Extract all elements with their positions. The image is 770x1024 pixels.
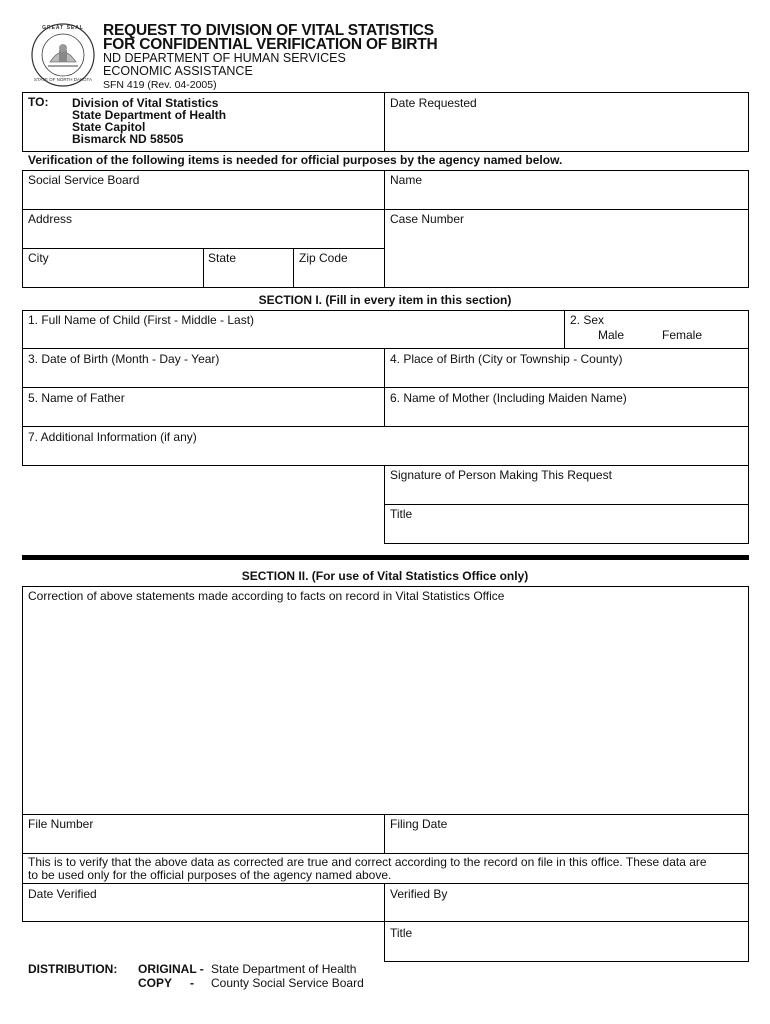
mother-name-field[interactable]: 6. Name of Mother (Including Maiden Name) — [390, 391, 627, 405]
place-of-birth-field[interactable]: 4. Place of Birth (City or Township - County) — [390, 352, 623, 366]
verification-statement-line2: to be used only for the official purposes of the agency named above. — [28, 868, 392, 882]
section-divider — [22, 555, 749, 560]
sex-option-female[interactable]: Female — [662, 328, 703, 342]
case-number-field[interactable]: Case Number — [390, 212, 465, 226]
sex-label: 2. Sex — [570, 313, 605, 327]
signature-field[interactable]: Signature of Person Making This Request — [390, 468, 612, 482]
social-service-board-field[interactable]: Social Service Board — [28, 173, 140, 187]
date-verified-field[interactable]: Date Verified — [28, 887, 97, 901]
seal-bottom-text: STATE OF NORTH DAKOTA — [34, 77, 92, 82]
seal-top-text: GREAT SEAL — [42, 25, 84, 31]
zip-code-field[interactable]: Zip Code — [299, 251, 348, 265]
address-field[interactable]: Address — [28, 212, 73, 226]
date-of-birth-field[interactable]: 3. Date of Birth (Month - Day - Year) — [28, 352, 220, 366]
to-address-line3: State Capitol — [72, 120, 146, 134]
file-number-field[interactable]: File Number — [28, 817, 94, 831]
form-title-line1: REQUEST TO DIVISION OF VITAL STATISTICS — [103, 22, 434, 39]
department-line1: ND DEPARTMENT OF HUMAN SERVICES — [103, 51, 346, 65]
correction-field[interactable]: Correction of above statements made according to facts on record in Vital Statistics Office — [28, 589, 505, 603]
name-field[interactable]: Name — [390, 173, 423, 187]
date-requested-field[interactable]: Date Requested — [390, 96, 477, 110]
distribution-original-label: ORIGINAL - — [138, 962, 204, 976]
form-title-line2: FOR CONFIDENTIAL VERIFICATION OF BIRTH — [103, 36, 438, 53]
distribution-copy-label: COPY — [138, 976, 173, 990]
verification-statement-line1: This is to verify that the above data as corrected are true and correct according to the record on file in this office. These data are — [28, 855, 707, 869]
to-address-line4: Bismarck ND 58505 — [72, 132, 184, 146]
distribution-original-text: State Department of Health — [211, 962, 357, 976]
distribution-copy-dash: - — [190, 976, 194, 990]
requester-title-field[interactable]: Title — [390, 507, 413, 521]
state-seal — [30, 22, 96, 88]
city-field[interactable]: City — [28, 251, 49, 265]
form-number: SFN 419 (Rev. 04-2005) — [103, 79, 217, 91]
father-name-field[interactable]: 5. Name of Father — [28, 391, 125, 405]
filing-date-field[interactable]: Filing Date — [390, 817, 448, 831]
verifier-title-field[interactable]: Title — [390, 926, 413, 940]
section1-heading: SECTION I. (Fill in every item in this section) — [258, 293, 512, 307]
distribution-copy-text: County Social Service Board — [211, 976, 364, 990]
additional-information-field[interactable]: 7. Additional Information (if any) — [28, 430, 197, 444]
to-address-line2: State Department of Health — [72, 108, 227, 122]
state-field[interactable]: State — [208, 251, 237, 265]
verifier-title-block — [384, 921, 749, 962]
to-address-line1: Division of Vital Statistics — [72, 96, 219, 110]
section2-heading: SECTION II. (For use of Vital Statistics Office only) — [241, 569, 529, 583]
to-label: TO: — [28, 95, 49, 109]
distribution-label: DISTRIBUTION: — [28, 962, 118, 976]
department-line2: ECONOMIC ASSISTANCE — [103, 64, 253, 78]
sex-option-male[interactable]: Male — [598, 328, 625, 342]
verification-note: Verification of the following items is needed for official purposes by the agency named below. — [28, 153, 563, 167]
agency-block — [22, 170, 749, 288]
full-name-of-child-field[interactable]: 1. Full Name of Child (First - Middle - Last) — [28, 313, 255, 327]
verified-by-field[interactable]: Verified By — [390, 887, 448, 901]
